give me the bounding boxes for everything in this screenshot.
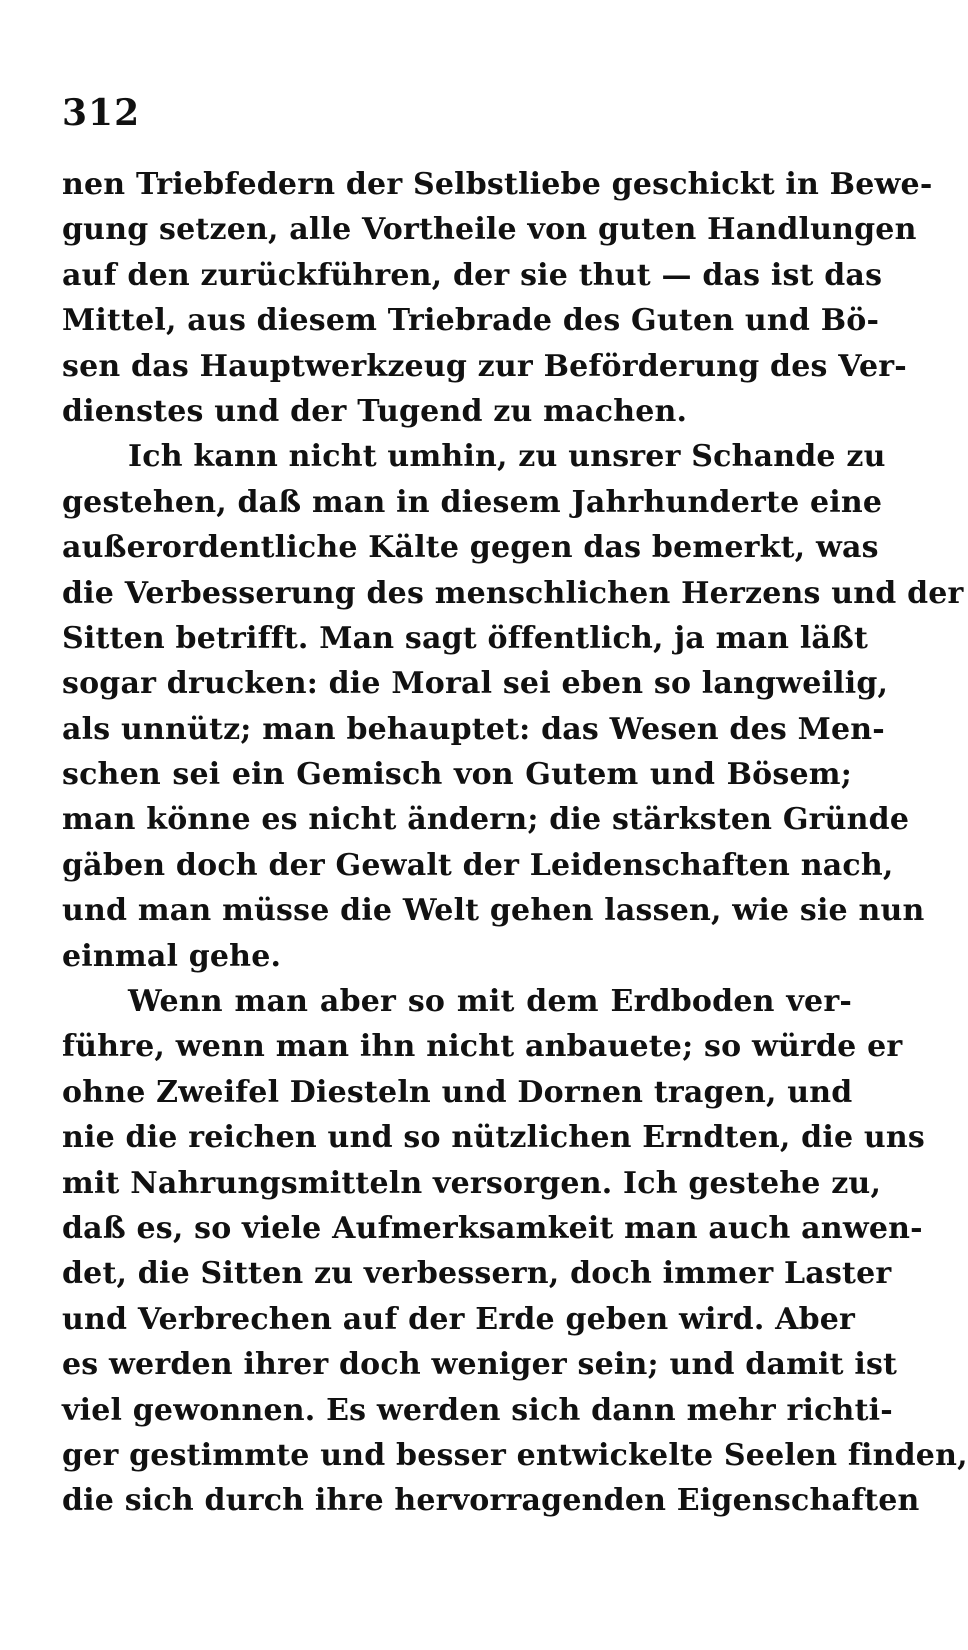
text-line: Sitten betrifft. Man sagt öffentlich, ja man läßt [62,620,869,656]
text-line: Wenn man aber so mit dem Erdboden ver- [128,984,852,1020]
text-line: einmal gehe. [62,938,282,974]
text-line: auf den zurückführen, der sie thut — das ist das [62,257,883,293]
text-line: daß es, so viele Aufmerksamkeit man auch anwen- [62,1210,923,1246]
text-line: sen das Hauptwerkzeug zur Beförderung des Ver- [62,348,907,384]
text-line: die Verbesserung des menschlichen Herzens und der [62,575,964,611]
page-number: 312 [62,92,141,134]
text-line: ger gestimmte und besser entwickelte Seelen finden, [62,1437,968,1473]
text-line: und man müsse die Welt gehen lassen, wie sie nun [62,893,925,929]
text-line: es werden ihrer doch weniger sein; und damit ist [62,1347,898,1383]
text-line: det, die Sitten zu verbessern, doch immer Laster [62,1256,892,1292]
text-line: gestehen, daß man in diesem Jahrhunderte eine [62,484,883,520]
text-line: gung setzen, alle Vortheile von guten Handlungen [62,212,917,248]
text-line: Ich kann nicht umhin, zu unsrer Schande zu [128,439,886,475]
text-line: gäben doch der Gewalt der Leidenschaften nach, [62,847,894,883]
text-line: mit Nahrungsmitteln versorgen. Ich gestehe zu, [62,1165,882,1201]
text-line: dienstes und der Tugend zu machen. [62,393,688,429]
paragraph [62,979,968,1524]
text-line: man könne es nicht ändern; die stärksten Gründe [62,802,910,838]
text-line: führe, wenn man ihn nicht anbauete; so würde er [62,1029,903,1065]
text-line: nen Triebfedern der Selbstliebe geschickt in Bewe- [62,167,933,202]
text-line: und Verbrechen auf der Erde geben wird. Aber [62,1301,856,1337]
text-line: ohne Zweifel Diesteln und Dornen tragen, und [62,1074,853,1110]
text-line: nie die reichen und so nützlichen Erndten, die uns [62,1120,925,1156]
body-text [62,162,968,1524]
paragraph [62,162,933,434]
text-line: außerordentliche Kälte gegen das bemerkt, was [62,530,879,566]
text-line: als unnütz; man behauptet: das Wesen des Men- [62,711,885,747]
text-line: viel gewonnen. Es werden sich dann mehr richti- [62,1392,893,1428]
text-line: schen sei ein Gemisch von Gutem und Bösem; [62,757,852,793]
paragraph [62,434,964,979]
text-line: Mittel, aus diesem Triebrade des Guten und Bö- [62,303,880,339]
text-line: die sich durch ihre hervorragenden Eigenschaften [62,1483,920,1519]
text-line: sogar drucken: die Moral sei eben so langweilig, [62,666,889,702]
